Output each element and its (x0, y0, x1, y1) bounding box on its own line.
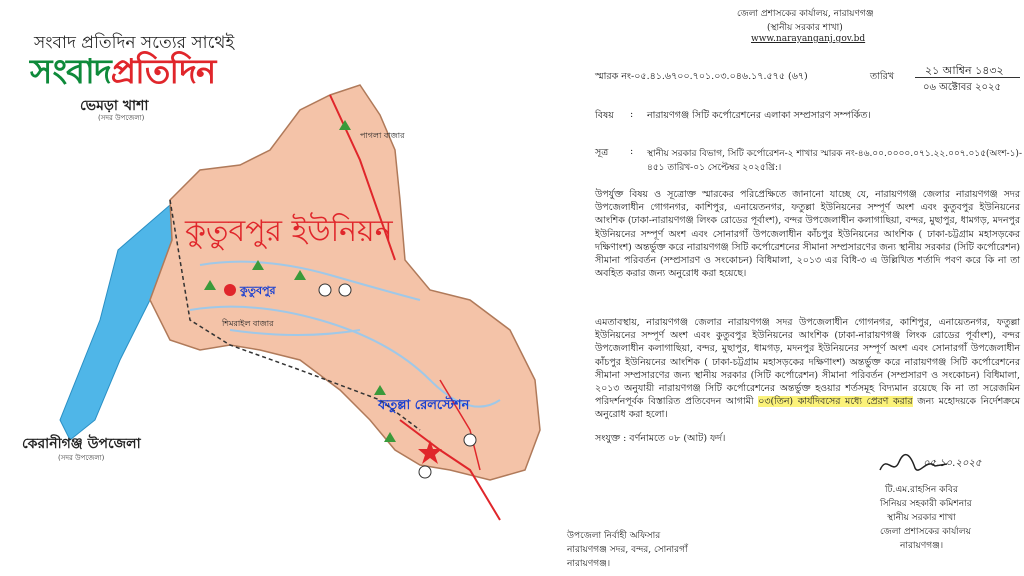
place-label-1: শিমরাইল বাজার (222, 319, 274, 328)
date-bengali: ২১ আশ্বিন ১৪৩২ (925, 64, 1004, 77)
paragraph-2-end: জন্য মহোদয়কে নির্দেশক্রমে অনুরোধ করা হলো। (595, 396, 1020, 421)
date-english: ০৬ অক্টোবর ২০২৫ (923, 82, 1002, 93)
signer-branch: স্থানীয় সরকার শাখা (887, 513, 956, 523)
letter-paragraph-1: উপর্যুক্ত বিষয় ও সূত্রোক্ত স্মারকের পরিপ্রেক্ষিতে জানানো যাচ্ছে যে, নারায়ণগঞ্জ জেলার নারায়ণগঞ্জ সদর উপজেলাধীন গোগনগর, কাশিপুর, এনায়েতনগর, ফতুল্লা ইউনিয়নের সম্পূর্ণ অংশ এবং কুতুবপুর ইউনিয়নের আংশিক (ঢাকা-নারায়ণগঞ্জ লিংক রোডের পূর্বাংশ), বন্দর উপজেলাধীন কলাগাছিয়া, বন্দর, মুছাপুর, ধামগড়, মদনপুর ইউনিয়নের সম্পূর্ণ অংশ এবং সোনারগাঁ উপজেলাধীন কাঁচপুর ইউনিয়নের আংশিক ( ঢাকা-চট্টগ্রাম মহাসড়কের দক্ষিণাংশ) অন্তর্ভুক্ত করে নারায়ণগঞ্জ সিটি কর্পোরেশনের সীমানা সম্প্রসারণের জন্য স্থানীয় সরকার (সিটি কর্পোরেশন) সীমানা পরিবর্তন (সম্প্রসারণ ও সংকোচন) বিধিমালা, ২০১৩ এর বিধি-৩ এ উল্লিখিত শর্তাদি পবণ করে কি না তা অবহিত করার জন্য অনুরোধ করা হয়েছে। (595, 189, 1020, 280)
date-label: তারিখ (870, 71, 895, 82)
village-label: কুতুবপুর (240, 284, 276, 297)
paragraph-2-start: এমতাবস্থায়, নারায়ণগঞ্জ জেলার নারায়ণগঞ্জ সদর উপজেলাধীন গোগনগর, কাশিপুর, এনায়েতনগর, ফতুল্লা ইউনিয়নের সম্পূর্ণ অংশ এবং কুতুবপুর ইউনিয়নের আংশিক (ঢাকা-নারায়ণগঞ্জ লিংক রোডের পূর্বাংশ), বন্দর উপজেলাধীন কলাগাছিয়া, বন্দর, মুছাপুর, ধামগড়, মদনপুর ইউনিয়নের সম্পূর্ণ অংশ এবং সোনারগাঁ উপজেলাধীন কাঁচপুর ইউনিয়নের আংশিক ( ঢাকা-চট্টগ্রাম মহাসড়কের দক্ষিণাংশ) অন্তর্ভুক্ত করে নারায়ণগঞ্জ সিটি কর্পোরেশনের সীমানা সম্প্রসারণের জন্য স্থানীয় সরকার (সিটি কর্পোরেশন) সীমানা পরিবর্তন (সম্প্রসারণ ও সংকোচন) বিধিমালা, ২০১৩ অনুযায়ী নারায়ণগঞ্জ সিটি কর্পোরেশনের অন্তর্ভুক্ত হওয়ার শর্তসমূহ বিদ্যমান রয়েছে কি না তা সরেজমিন পরিদর্শনপূর্বক বিস্তারিত প্রতিবেদন আগামী (595, 317, 1020, 408)
paragraph-2-highlight: ০৩(তিন) কার্যদিবসের মধ্যে প্রেরণ করার (758, 396, 913, 408)
union-label: কুতুবপুর ইউনিয়ন (185, 214, 393, 249)
enclosure-note: সংযুক্ত : বর্ণনামতে ০৮ (আট) ফর্দ। (595, 433, 726, 444)
district-sublabel: (সদর উপজেলা) (98, 114, 145, 122)
signer-city: নারায়ণগঞ্জ। (900, 541, 944, 551)
reference-line-2: ৪৫১ তারিখ-০১ সেপ্টেম্বর ২০২৫খ্রি:। (647, 163, 782, 173)
reference-label: সূত্র (595, 147, 609, 158)
signer-office: জেলা প্রশাসকের কার্যালয় (880, 527, 971, 537)
signer-title: সিনিয়র সহকারী কমিশনার (880, 499, 972, 509)
logo-part-1: সংবাদ (30, 52, 111, 92)
subject-text: নারায়ণগঞ্জ সিটি কর্পোরেশনের এলাকা সম্প্রসারণ সম্পর্কিত। (647, 110, 871, 121)
official-letter: জেলা প্রশাসকের কার্যালয়, নারায়ণগঞ্জ (স্থানীয় সরকার শাখা) www.narayanganj.gov.bd স্মারক নং-০৫.৪১.৬৭০০.৭০১.০৩.০৪৬.১৭.৫৭৫ (৬৭) তারিখ ২১ আশ্বিন ১৪৩২ ০৬ অক্টোবর ২০২৫ বিষয় : নারায়ণগঞ্জ সিটি কর্পোরেশনের এলাকা সম্প্রসারণ সম্পর্কিত। সূত্র : স্থানীয় সরকার বিভাগ, সিটি কর্পোরেশন-২ শাখার স্মারক নং-৪৬.০০.০০০০.০৭১.২২.০০৭.০১৫(অংশ-১)- ৪৫১ তারিখ-০১ সেপ্টেম্বর ২০২৫খ্রি:। উপর্যুক্ত বিষয় ও সূত্রোক্ত স্মারকের পরিপ্রেক্ষিতে জানানো যাচ্ছে যে, নারায়ণগঞ্জ জেলার নারায়ণগঞ্জ সদর উপজেলাধীন গোগনগর, কাশিপুর, এনায়েতনগর, ফতুল্লা ইউনিয়নের সম্পূর্ণ অংশ এবং কুতুবপুর ইউনিয়নের আংশিক (ঢাকা-নারায়ণগঞ্জ লিংক রোডের পূর্বাংশ), বন্দর উপজেলাধীন কলাগাছিয়া, বন্দর, মুছাপুর, ধামগড়, মদনপুর ইউনিয়নের সম্পূর্ণ অংশ এবং সোনারগাঁ উপজেলাধীন কাঁচপুর ইউনিয়নের আংশিক ( ঢাকা-চট্টগ্রাম মহাসড়কের দক্ষিণাংশ) অন্তর্ভুক্ত করে নারায়ণগঞ্জ সিটি কর্পোরেশনের সীমানা সম্প্রসারণের জন্য স্থানীয় সরকার (সিটি কর্পোরেশন) সীমানা পরিবর্তন (সম্প্রসারণ ও সংকোচন) বিধিমালা, ২০১৩ এর বিধি-৩ এ উল্লিখিত শর্তাদি পবণ করে কি না তা অবহিত করার জন্য অনুরোধ করা হয়েছে। এমতাবস্থায়, নারায়ণগঞ্জ জেলার নারায়ণগঞ্জ সদর উপজেলাধীন গোগনগর, কাশিপুর, এনায়েতনগর, ফতুল্লা ইউনিয়নের সম্পূর্ণ অংশ এবং কুতুবপুর ইউনিয়নের আংশিক (ঢাকা-নারায়ণগঞ্জ লিংক রোডের পূর্বাংশ), বন্দর উপজেলাধীন কলাগাছিয়া, বন্দর, মুছাপুর, ধামগড়, মদনপুর ইউনিয়নের সম্পূর্ণ অংশ এবং সোনারগাঁ উপজেলাধীন কাঁচপুর ইউনিয়নের আংশিক ( ঢাকা-চট্টগ্রাম মহাসড়কের দক্ষিণাংশ) অন্তর্ভুক্ত করে নারায়ণগঞ্জ সিটি কর্পোরেশনের সীমানা সম্প্রসারণের জন্য স্থানীয় সরকার (সিটি কর্পোরেশন) সীমানা পরিবর্তন (সম্প্রসারণ ও সংকোচন) বিধিমালা, ২০১৩ অনুযায়ী নারায়ণগঞ্জ সিটি কর্পোরেশনের অন্তর্ভুক্ত হওয়ার শর্তসমূহ বিদ্যমান রয়েছে কি না তা সরেজমিন পরিদর্শনপূর্বক বিস্তারিত প্রতিবেদন আগামী ০৩(তিন) কার্যদিবসের মধ্যে প্রেরণ করার জন্য মহোদয়কে নির্দেশক্রমে অনুরোধ করা হলো। সংযুক্ত : বর্ণনামতে ০৮ (আট) ফর্দ। ০৫.১০.২০২৫ টি.এম.রাহসিন কবির সিনিয়র সহকারী কমিশনার স্থানীয় সরকার শাখা জেলা প্রশাসকের কার্যালয় নারায়ণগঞ্জ। উপজেলা নির্বাহী অফিসার নারায়ণগঞ্জ সদর, বন্দর, সোনারগাঁ নারায়ণগঞ্জ। (555, 0, 1024, 576)
station-label: ফতুল্লা রেলস্টেশন (378, 398, 470, 413)
recipient-line-1: উপজেলা নির্বাহী অফিসার (567, 531, 661, 541)
upazila-sublabel: (সদর উপজেলা) (58, 454, 105, 462)
river (60, 205, 172, 440)
letter-website[interactable]: www.narayanganj.gov.bd (751, 34, 866, 44)
signer-name: টি.এম.রাহসিন কবির (885, 485, 958, 495)
recipient-line-2: নারায়ণগঞ্জ সদর, বন্দর, সোনারগাঁ (567, 545, 688, 555)
memo-number: স্মারক নং-০৫.৪১.৬৭০০.৭০১.০৩.০৪৬.১৭.৫৭৫ (৬৭) (595, 71, 808, 82)
logo-tagline: সংবাদ প্রতিদিন সত্যের সাথেই (34, 33, 235, 53)
place-label-2: পাগলা বাজার (360, 131, 405, 140)
village-marker (224, 284, 236, 296)
letter-paragraph-2 (595, 316, 1020, 422)
recipient-line-3: নারায়ণগঞ্জ। (567, 559, 611, 569)
signature-date: ০৫.১০.২০২৫ (923, 458, 982, 469)
reference-line-1: স্থানীয় সরকার বিভাগ, সিটি কর্পোরেশন-২ শাখার স্মারক নং-৪৬.০০.০০০০.০৭১.২২.০০৭.০১৫(অংশ-১)- (647, 149, 1022, 159)
subject-label: বিষয় (595, 110, 614, 121)
letter-header-branch: (স্থানীয় সরকার শাখা) (767, 23, 843, 33)
district-label: ভেমড়া খাশা (80, 98, 149, 114)
logo-part-2: প্রতিদিন (110, 52, 216, 92)
upazila-label: কেরানীগঞ্জ উপজেলা (22, 436, 141, 452)
date-divider (915, 77, 1020, 78)
letter-header-office: জেলা প্রশাসকের কার্যালয়, নারায়ণগঞ্জ (737, 9, 874, 19)
